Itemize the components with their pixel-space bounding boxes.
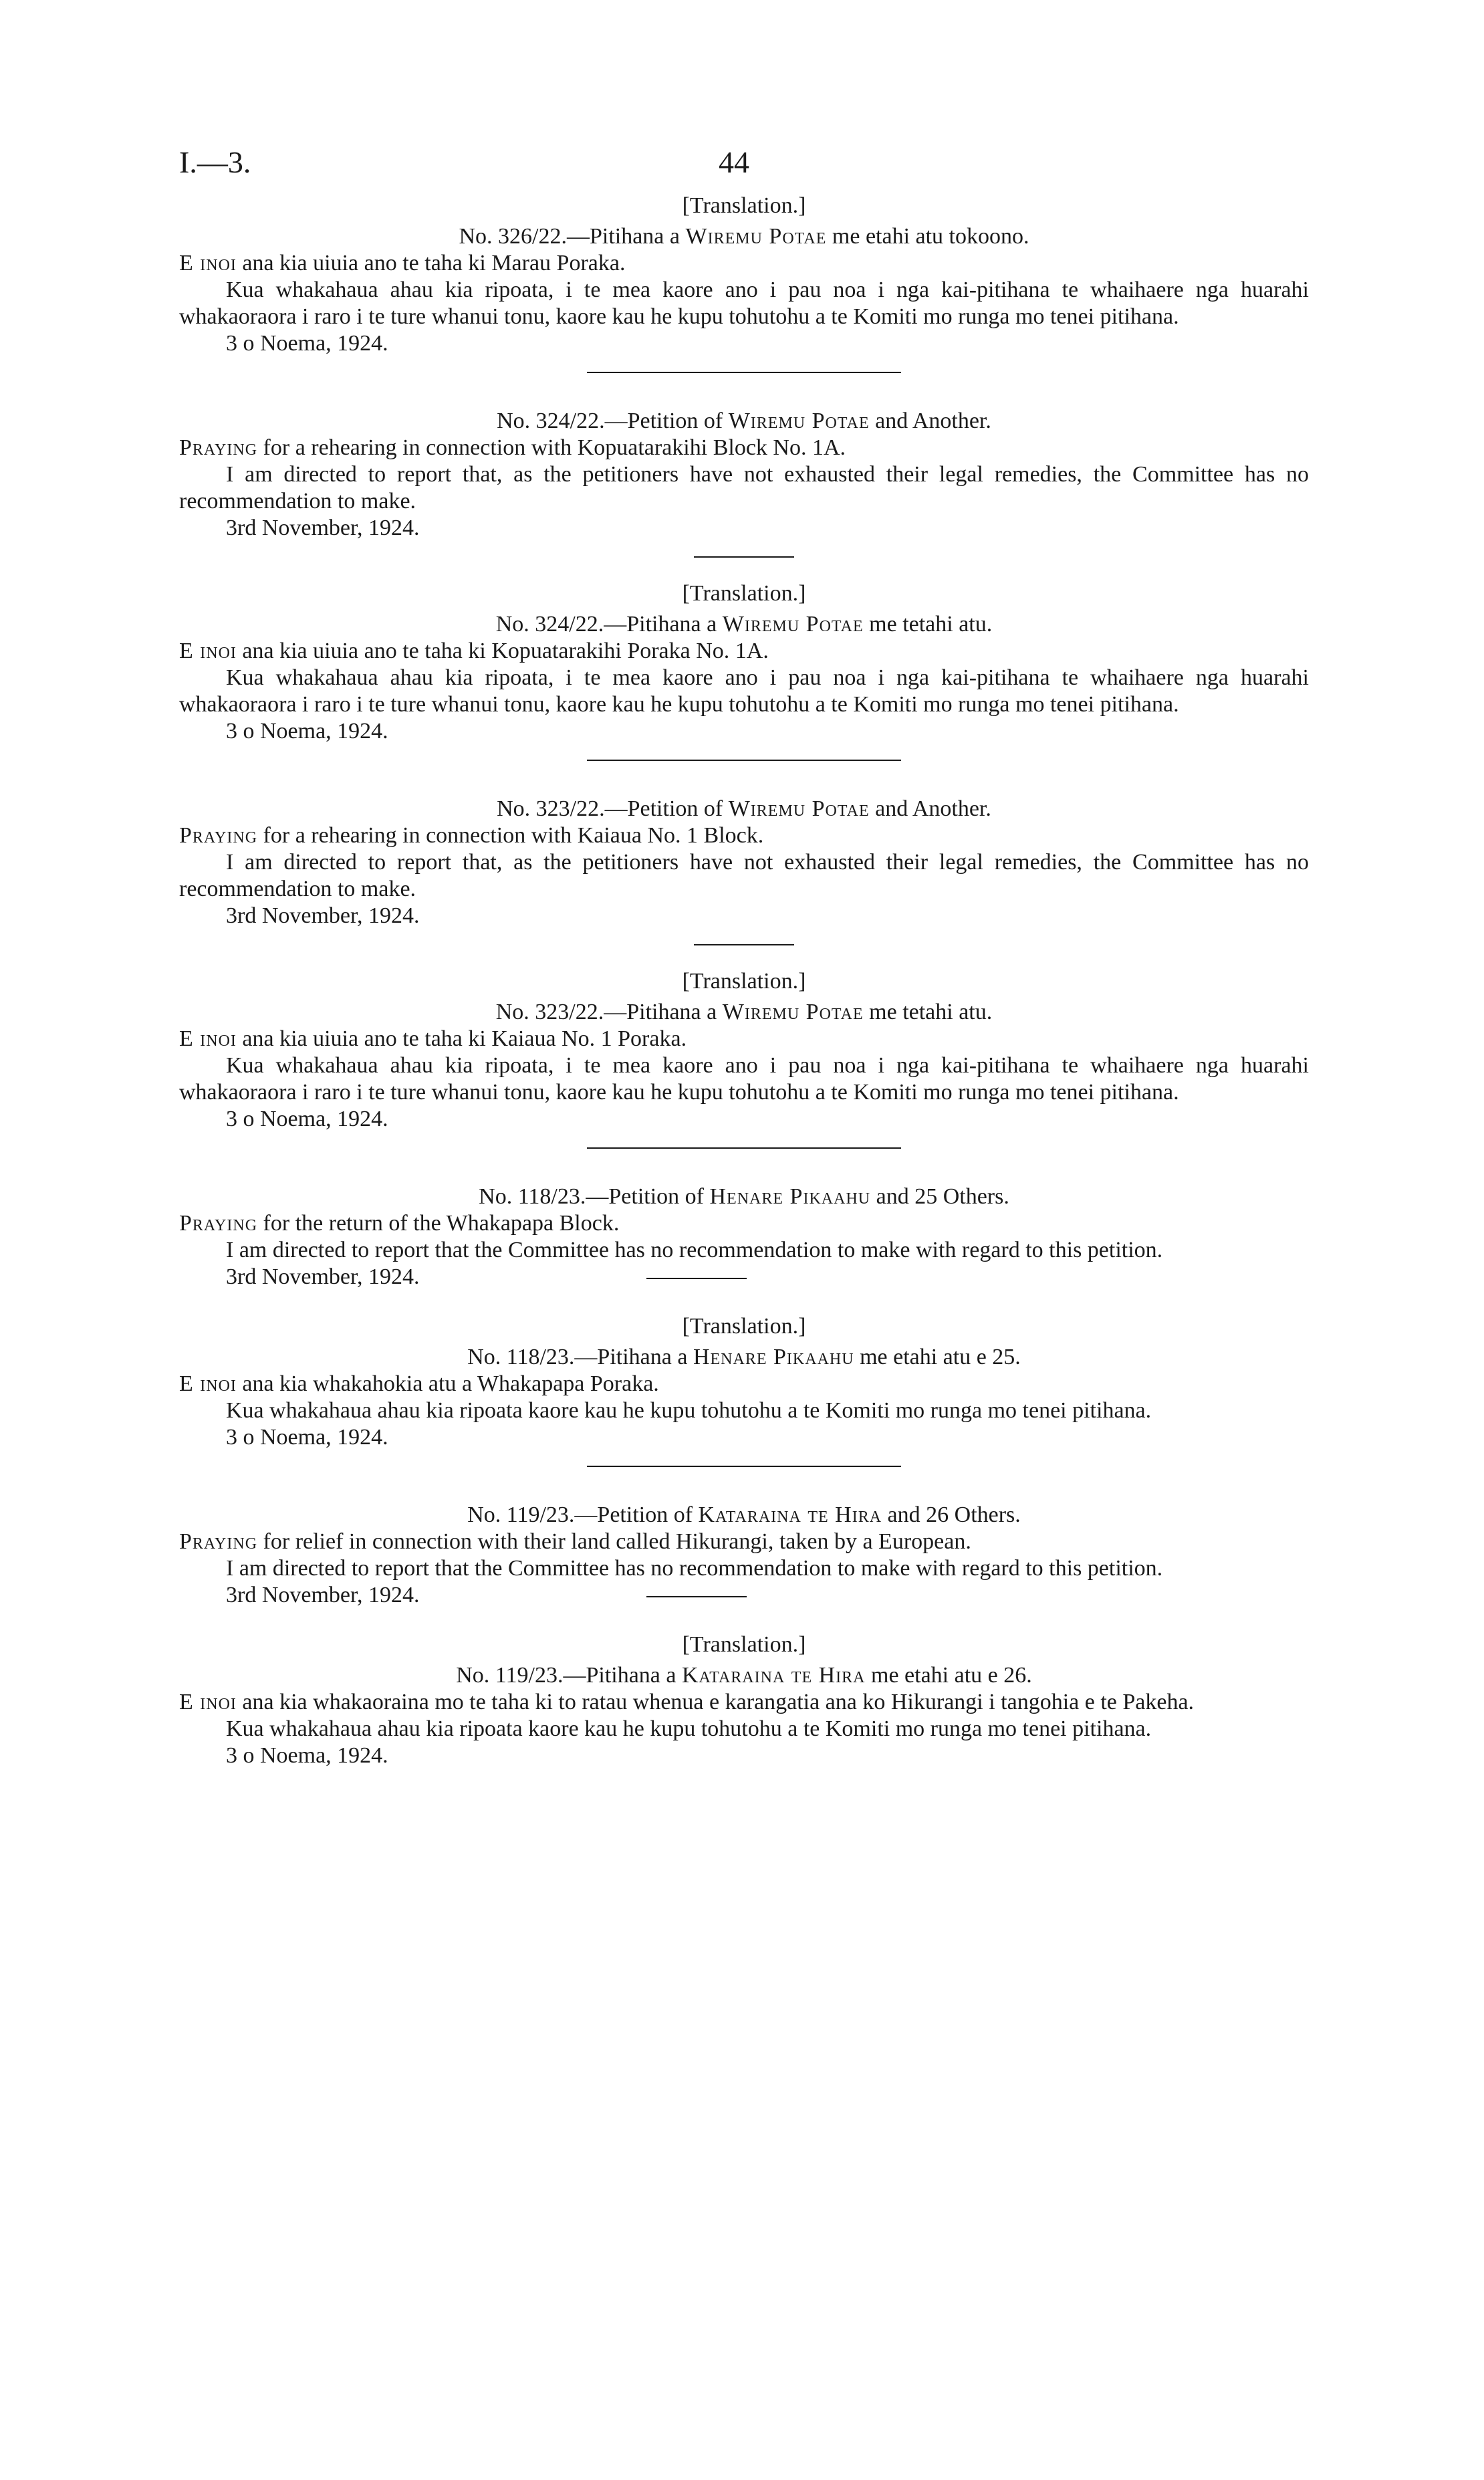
petition-title: No. 119/23.—Petition of Kataraina te Hira and 26 Others. [467,1502,1021,1527]
petition-date: 3 o Noema, 1924. [226,1425,388,1450]
petition-date: 3rd November, 1924. [226,516,420,540]
translation-label: [Translation.] [682,1632,806,1657]
petition-prayer: E inoi ana kia uiuia ano te taha ki Kopuatarakihi Poraka No. 1A. [179,639,769,663]
page-number: 44 [719,145,749,179]
petition-title: No. 326/22.—Pitihana a Wiremu Potae me etahi atu tokoono. [459,224,1029,249]
petition-prayer: Praying for the return of the Whakapapa Block. [179,1211,620,1236]
petition-prayer: E inoi ana kia whakaoraina mo te taha ki to ratau whenua e karangatia ana ko Hikurangi i tangohia e te Pakeha. [179,1690,1195,1714]
petition-section [179,1313,1309,1451]
petition-prayer: E inoi ana kia uiuia ano te taha ki Marau Poraka. [179,251,626,275]
petition-prayer: Praying for a rehearing in connection with Kopuatarakihi Block No. 1A. [179,435,846,460]
petition-section [179,1502,1309,1609]
petition-date: 3rd November, 1924. [179,1264,1309,1290]
petition-section [179,796,1309,929]
petition-report: Kua whakahaua ahau kia ripoata, i te mea kaore ano i pau noa i nga kai-pitihana te whaihaere nga huarahi whakaoraora i raro i te ture whanui tonu, kaore kau he kupu tohutohu a te Komiti mo runga mo tenei pitihana. [179,1053,1309,1105]
petition-report: I am directed to report that the Committee has no recommendation to make with regard to this petition. [226,1238,1163,1262]
petition-report: I am directed to report that, as the petitioners have not exhausted their legal remedies, the Committee has no recommendation to make. [179,850,1309,901]
petition-date: 3 o Noema, 1924. [226,719,388,744]
petition-date: 3rd November, 1924. [226,903,420,928]
petition-title: No. 118/23.—Petition of Henare Pikaahu and 25 Others. [479,1184,1009,1209]
petition-section [179,193,1309,357]
translation-divider [646,1278,747,1279]
petition-report: Kua whakahaua ahau kia ripoata kaore kau he kupu tohutohu a te Komiti mo runga mo tenei pitihana. [226,1398,1152,1423]
translation-label: [Translation.] [682,193,806,218]
petition-prayer: Praying for relief in connection with their land called Hikurangi, taken by a European. [179,1529,971,1554]
translation-label: [Translation.] [682,1314,806,1339]
petition-section [179,408,1309,542]
petition-report: I am directed to report that, as the petitioners have not exhausted their legal remedies, the Committee has no recommendation to make. [179,462,1309,514]
petition-title: No. 119/23.—Pitihana a Kataraina te Hira me etahi atu e 26. [456,1663,1032,1688]
petition-date: 3 o Noema, 1924. [226,1743,388,1768]
translation-label: [Translation.] [682,581,806,606]
petition-prayer: E inoi ana kia whakahokia atu a Whakapapa Poraka. [179,1371,659,1396]
petition-section [179,580,1309,745]
series-reference: I.—3. [179,145,251,179]
petition-report: Kua whakahaua ahau kia ripoata kaore kau he kupu tohutohu a te Komiti mo runga mo tenei pitihana. [226,1716,1152,1741]
petition-title: No. 323/22.—Petition of Wiremu Potae and Another. [497,796,991,821]
petition-report: Kua whakahaua ahau kia ripoata, i te mea kaore ano i pau noa i nga kai-pitihana te whaihaere nga huarahi whakaoraora i raro i te ture whanui tonu, kaore kau he kupu tohutohu a te Komiti mo runga mo tenei pitihana. [179,665,1309,717]
petition-report: Kua whakahaua ahau kia ripoata, i te mea kaore ano i pau noa i nga kai-pitihana te whaihaere nga huarahi whakaoraora i raro i te ture whanui tonu, kaore kau he kupu tohutohu a te Komiti mo runga mo tenei pitihana. [179,277,1309,329]
petition-date: 3 o Noema, 1924. [226,331,388,356]
petition-title: No. 324/22.—Petition of Wiremu Potae and Another. [497,409,991,433]
petition-title: No. 323/22.—Pitihana a Wiremu Potae me tetahi atu. [495,1000,993,1024]
translation-divider [646,1596,747,1597]
petition-date: 3 o Noema, 1924. [226,1107,388,1131]
petition-title: No. 118/23.—Pitihana a Henare Pikaahu me etahi atu e 25. [467,1345,1021,1369]
petition-prayer: Praying for a rehearing in connection with Kaiaua No. 1 Block. [179,823,764,848]
petition-section [179,1631,1309,1769]
petition-report: I am directed to report that the Committee has no recommendation to make with regard to this petition. [226,1556,1163,1581]
petition-date: 3rd November, 1924. [179,1582,1309,1609]
translation-label: [Translation.] [682,969,806,994]
petition-section [179,968,1309,1133]
petition-title: No. 324/22.—Pitihana a Wiremu Potae me tetahi atu. [495,612,993,637]
document-body [179,193,1309,1769]
petition-section [179,1183,1309,1290]
petition-prayer: E inoi ana kia uiuia ano te taha ki Kaiaua No. 1 Poraka. [179,1026,687,1051]
